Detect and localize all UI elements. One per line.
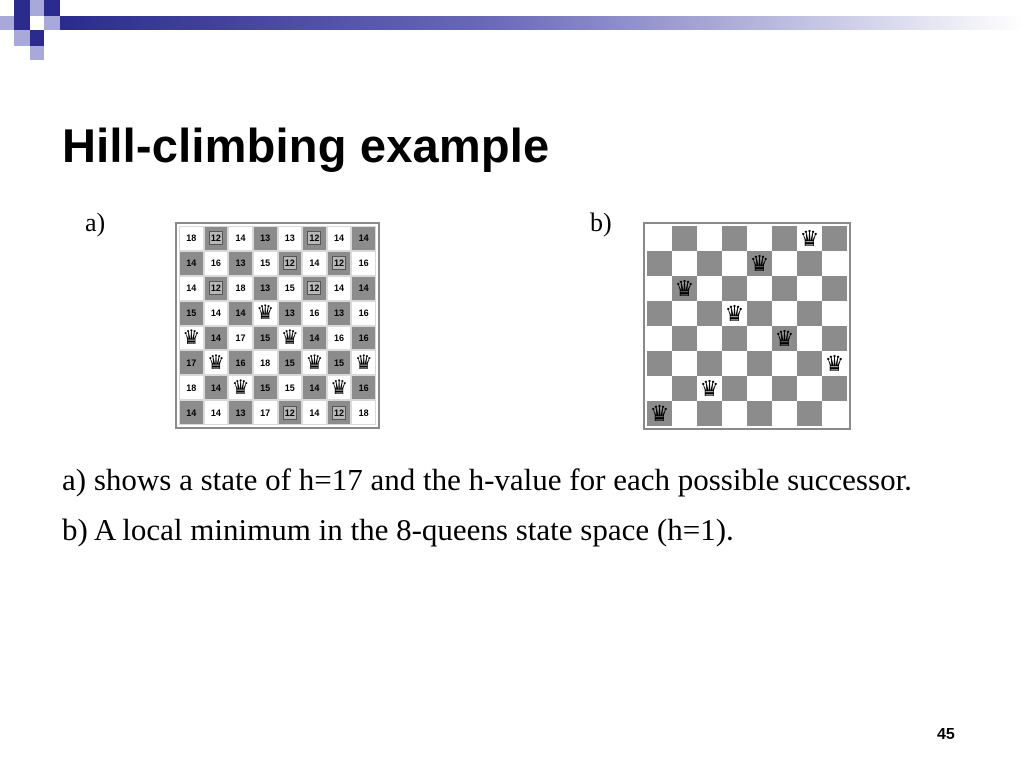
- board-square: [697, 301, 722, 326]
- queen-icon: ♛: [724, 300, 745, 326]
- h-value: 14: [210, 382, 221, 393]
- board-square: [647, 326, 672, 351]
- h-value: 14: [309, 332, 320, 343]
- h-value: 15: [186, 308, 197, 319]
- h-value: 16: [309, 308, 320, 319]
- h-value-cell: [204, 276, 229, 301]
- board-square: [722, 401, 747, 426]
- h-value: 14: [309, 382, 320, 393]
- h-value-cell: [351, 276, 376, 301]
- h-value: 13: [260, 283, 271, 294]
- h-value-cell: [204, 226, 229, 251]
- board-square: [797, 401, 822, 426]
- h-value-cell: [278, 276, 303, 301]
- h-value-cell: [228, 400, 253, 425]
- board-square: [647, 226, 672, 251]
- h-value-cell: [278, 350, 303, 375]
- h-value-cell: [228, 350, 253, 375]
- board-square: [772, 326, 797, 351]
- deco-square: [14, 0, 30, 16]
- queen-cell: [302, 350, 327, 375]
- board-square: [797, 276, 822, 301]
- board-square: [772, 276, 797, 301]
- board-square: [722, 301, 747, 326]
- board-square: [697, 376, 722, 401]
- board-square: [747, 301, 772, 326]
- queen-icon: ♛: [824, 350, 845, 376]
- h-value-cell: [327, 400, 352, 425]
- header-bar: [60, 16, 1024, 30]
- h-value: 18: [186, 233, 197, 244]
- h-value: 16: [210, 258, 221, 269]
- queen-cell: [204, 350, 229, 375]
- deco-square: [44, 16, 60, 30]
- board-square: [672, 351, 697, 376]
- h-value-cell: [351, 301, 376, 326]
- h-value-cell: [179, 276, 204, 301]
- h-value: 12: [309, 283, 320, 294]
- h-value: 16: [358, 258, 369, 269]
- figure-label-b: b): [590, 208, 612, 237]
- h-value: 16: [358, 308, 369, 319]
- h-value: 14: [235, 308, 246, 319]
- h-value: 12: [210, 233, 221, 244]
- h-value: 17: [235, 332, 246, 343]
- h-value: 13: [284, 233, 295, 244]
- h-value: 12: [309, 233, 320, 244]
- board-square: [747, 351, 772, 376]
- h-value: 18: [358, 407, 369, 418]
- h-value: 15: [334, 357, 345, 368]
- h-value: 16: [358, 382, 369, 393]
- board-square: [747, 276, 772, 301]
- h-value-cell: [327, 251, 352, 276]
- h-value-cell: [204, 251, 229, 276]
- board-square: [747, 226, 772, 251]
- queen-icon: ♛: [182, 326, 201, 349]
- chessboard-b: [643, 222, 851, 430]
- board-square: [672, 326, 697, 351]
- board-square: [772, 401, 797, 426]
- deco-square: [44, 0, 60, 16]
- bullet-item: a) shows a state of h=17 and the h-value for each possible successor.: [62, 462, 912, 497]
- h-value-cell: [204, 400, 229, 425]
- bullet-list: [62, 460, 962, 560]
- h-value: 18: [186, 382, 197, 393]
- h-value-cell: [302, 251, 327, 276]
- h-value-cell: [179, 226, 204, 251]
- h-value-cell: [179, 301, 204, 326]
- board-square: [672, 376, 697, 401]
- h-value-cell: [302, 226, 327, 251]
- h-value-cell: [253, 326, 278, 351]
- h-value: 14: [358, 233, 369, 244]
- board-square: [697, 351, 722, 376]
- h-value-cell: [253, 350, 278, 375]
- deco-square: [30, 30, 44, 46]
- board-square: [797, 251, 822, 276]
- board-square: [672, 226, 697, 251]
- chessboard-a: [175, 222, 380, 429]
- queen-cell: [327, 375, 352, 400]
- board-square: [647, 351, 672, 376]
- queen-cell: [351, 350, 376, 375]
- h-value: 15: [284, 357, 295, 368]
- h-value: 13: [235, 407, 246, 418]
- h-value-cell: [327, 326, 352, 351]
- h-value: 16: [358, 332, 369, 343]
- queen-icon: ♛: [256, 302, 275, 325]
- board-square: [647, 276, 672, 301]
- h-value-cell: [351, 375, 376, 400]
- h-value-cell: [278, 400, 303, 425]
- h-value: 14: [334, 233, 345, 244]
- h-value-cell: [327, 301, 352, 326]
- board-square: [772, 251, 797, 276]
- queen-icon: ♛: [330, 376, 349, 399]
- h-value-cell: [179, 400, 204, 425]
- h-value: 17: [186, 357, 197, 368]
- board-square: [797, 326, 822, 351]
- h-value-cell: [228, 276, 253, 301]
- h-value-cell: [302, 276, 327, 301]
- h-value-cell: [327, 350, 352, 375]
- queen-icon: ♛: [674, 275, 695, 301]
- board-square: [822, 401, 847, 426]
- h-value-cell: [204, 375, 229, 400]
- board-square: [747, 401, 772, 426]
- h-value-cell: [228, 226, 253, 251]
- board-square: [697, 226, 722, 251]
- board-square: [722, 376, 747, 401]
- board-square: [672, 251, 697, 276]
- h-value-cell: [253, 226, 278, 251]
- h-value-cell: [204, 301, 229, 326]
- board-square: [722, 251, 747, 276]
- queen-icon: ♛: [649, 400, 670, 426]
- h-value-cell: [278, 226, 303, 251]
- h-value-cell: [179, 251, 204, 276]
- h-value: 14: [186, 283, 197, 294]
- board-square: [722, 226, 747, 251]
- board-square: [647, 401, 672, 426]
- h-value: 15: [260, 382, 271, 393]
- h-value: 12: [284, 407, 295, 418]
- figure-label-a: a): [85, 208, 106, 237]
- board-square: [697, 401, 722, 426]
- h-value-cell: [253, 400, 278, 425]
- board-square: [647, 376, 672, 401]
- board-square: [672, 276, 697, 301]
- queen-cell: [278, 326, 303, 351]
- h-value-cell: [253, 251, 278, 276]
- queen-icon: ♛: [280, 326, 299, 349]
- board-square: [822, 376, 847, 401]
- deco-square: [30, 0, 44, 16]
- queen-icon: ♛: [206, 351, 225, 374]
- h-value: 15: [284, 283, 295, 294]
- h-value-cell: [278, 375, 303, 400]
- h-value-cell: [204, 326, 229, 351]
- board-square: [797, 351, 822, 376]
- board-square: [722, 326, 747, 351]
- h-value-cell: [351, 251, 376, 276]
- h-value-cell: [351, 400, 376, 425]
- h-value: 14: [210, 407, 221, 418]
- queen-icon: ♛: [699, 375, 720, 401]
- h-value-cell: [228, 301, 253, 326]
- deco-square: [0, 16, 14, 30]
- board-square: [772, 226, 797, 251]
- h-value: 14: [334, 283, 345, 294]
- h-value-cell: [302, 301, 327, 326]
- board-square: [822, 351, 847, 376]
- h-value: 18: [260, 357, 271, 368]
- h-value: 12: [334, 407, 345, 418]
- board-square: [822, 251, 847, 276]
- bullet-item: b) A local minimum in the 8-queens state space (h=1).: [62, 512, 734, 547]
- h-value: 14: [309, 258, 320, 269]
- h-value-cell: [179, 350, 204, 375]
- queen-icon: ♛: [354, 351, 373, 374]
- h-value-cell: [278, 251, 303, 276]
- board-square: [672, 401, 697, 426]
- h-value: 15: [260, 332, 271, 343]
- board-square: [822, 326, 847, 351]
- h-value-cell: [327, 276, 352, 301]
- h-value: 14: [210, 332, 221, 343]
- queen-icon: ♛: [305, 351, 324, 374]
- board-square: [697, 326, 722, 351]
- queen-cell: [228, 375, 253, 400]
- board-square: [722, 351, 747, 376]
- h-value: 17: [260, 407, 271, 418]
- h-value: 18: [235, 283, 246, 294]
- h-value: 14: [309, 407, 320, 418]
- h-value-cell: [302, 400, 327, 425]
- h-value: 14: [358, 283, 369, 294]
- h-value: 13: [284, 308, 295, 319]
- queen-icon: ♛: [799, 225, 820, 251]
- h-value-cell: [327, 226, 352, 251]
- h-value: 14: [235, 233, 246, 244]
- h-value: 12: [210, 283, 221, 294]
- h-value-cell: [228, 326, 253, 351]
- slide-title: Hill-climbing example: [62, 119, 550, 172]
- queen-icon: ♛: [749, 250, 770, 276]
- h-value-cell: [351, 226, 376, 251]
- h-value: 14: [186, 258, 197, 269]
- queen-icon: ♛: [231, 376, 250, 399]
- board-square: [672, 301, 697, 326]
- board-square: [697, 276, 722, 301]
- board-square: [747, 251, 772, 276]
- board-square: [697, 251, 722, 276]
- board-square: [822, 276, 847, 301]
- queen-icon: ♛: [774, 325, 795, 351]
- h-value-cell: [228, 251, 253, 276]
- h-value: 13: [235, 258, 246, 269]
- board-square: [797, 376, 822, 401]
- h-value-cell: [302, 326, 327, 351]
- h-value-cell: [253, 375, 278, 400]
- board-square: [772, 376, 797, 401]
- h-value: 13: [260, 233, 271, 244]
- board-square: [747, 326, 772, 351]
- board-square: [822, 226, 847, 251]
- h-value: 16: [334, 332, 345, 343]
- board-square: [797, 226, 822, 251]
- h-value-cell: [253, 276, 278, 301]
- h-value: 13: [334, 308, 345, 319]
- h-value-cell: [351, 326, 376, 351]
- board-square: [647, 301, 672, 326]
- queen-cell: [179, 326, 204, 351]
- h-value-cell: [278, 301, 303, 326]
- h-value: 16: [235, 357, 246, 368]
- board-square: [772, 351, 797, 376]
- deco-square: [30, 46, 44, 60]
- h-value: 15: [260, 258, 271, 269]
- board-square: [772, 301, 797, 326]
- h-value-cell: [179, 375, 204, 400]
- board-square: [797, 301, 822, 326]
- deco-square: [14, 30, 30, 46]
- board-square: [722, 276, 747, 301]
- h-value: 15: [284, 382, 295, 393]
- deco-square: [14, 16, 30, 30]
- page-number: 45: [937, 726, 955, 743]
- h-value: 14: [186, 407, 197, 418]
- board-square: [822, 301, 847, 326]
- board-square: [647, 251, 672, 276]
- h-value: 14: [210, 308, 221, 319]
- h-value: 12: [334, 258, 345, 269]
- board-square: [747, 376, 772, 401]
- queen-cell: [253, 301, 278, 326]
- h-value-cell: [302, 375, 327, 400]
- h-value: 12: [284, 258, 295, 269]
